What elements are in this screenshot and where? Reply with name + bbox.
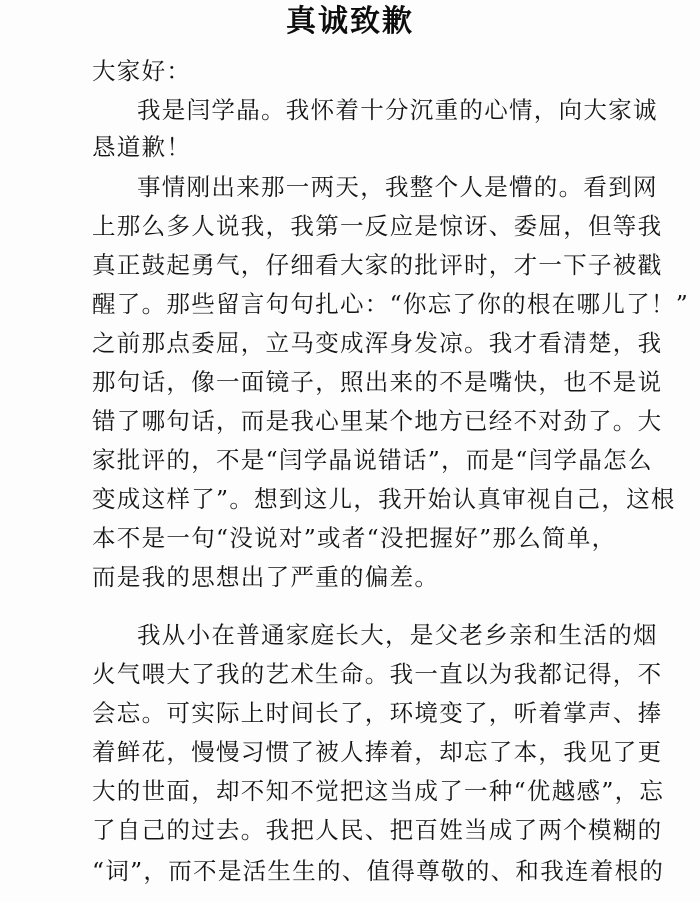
text-line: 变成这样了”。想到这儿，我开始认真审视自己，这根 [92,485,676,513]
text-line: 上那么多人说我，我第一反应是惊讶、委屈，但等我 [92,212,663,240]
text-line: 而是我的思想出了严重的偏差。 [92,563,440,591]
text-line: 之前那点委屈，立马变成浑身发凉。我才看清楚，我 [92,329,663,357]
text-line: 大家好： [92,57,192,85]
text-line: 着鲜花，慢慢习惯了被人捧着，却忘了本，我见了更 [92,738,663,766]
text-line: 真正鼓起勇气，仔细看大家的批评时，才一下子被戳 [92,251,663,279]
text-line: 那句话，像一面镜子，照出来的不是嘴快，也不是说 [92,368,663,396]
text-line: 我是闫学晶。我怀着十分沉重的心情，向大家诚 [137,96,658,124]
text-line: 火气喂大了我的艺术生命。我一直以为我都记得，不 [92,660,663,688]
document-title: 真诚致歉 [286,4,414,39]
text-line: “词”，而不是活生生的、值得尊敬的、和我连着根的 [92,857,665,885]
text-line: 我从小在普通家庭长大，是父老乡亲和生活的烟 [137,621,658,649]
text-line: 事情刚出来那一两天，我整个人是懵的。看到网 [137,173,658,201]
text-line: 醒了。那些留言句句扎心：“你忘了你的根在哪儿了！” [92,290,690,318]
text-line: 错了哪句话，而是我心里某个地方已经不对劲了。大 [92,407,663,435]
text-line: 会忘。可实际上时间长了，环境变了，听着掌声、捧 [92,699,663,727]
text-line: 大的世面，却不知不觉把这当成了一种“优越感”，忘 [92,777,665,805]
text-line: 本不是一句“没说对”或者“没把握好”那么简单， [92,524,617,552]
text-line: 恳道歉！ [92,133,192,161]
text-line: 家批评的，不是“闫学晶说错话”，而是“闫学晶怎么 [92,446,653,474]
text-line: 了自己的过去。我把人民、把百姓当成了两个模糊的 [92,816,663,844]
